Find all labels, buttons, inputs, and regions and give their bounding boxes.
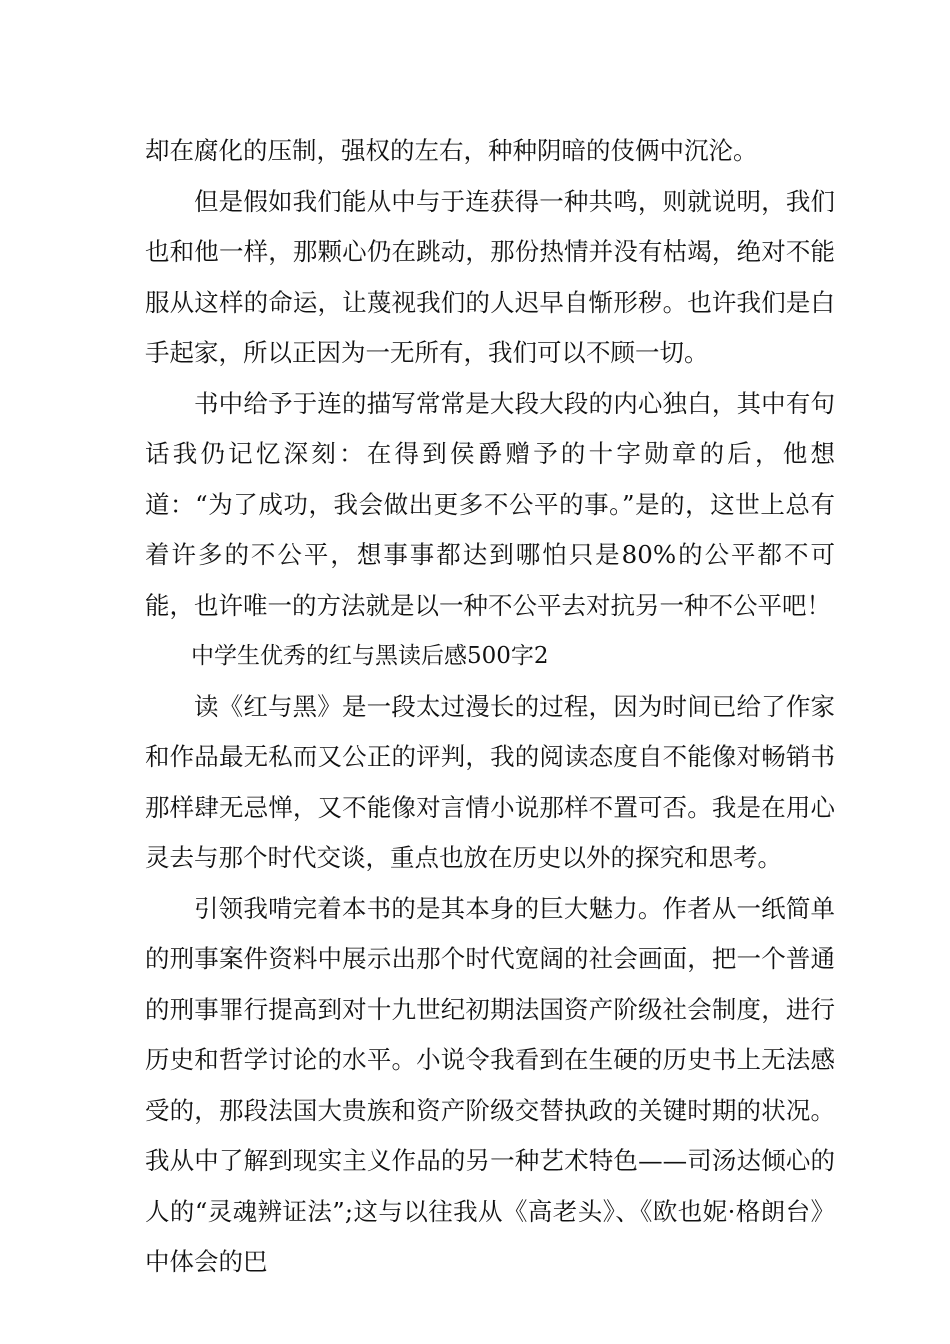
paragraph-3: 书中给予于连的描写常常是大段大段的内心独白，其中有句话我仍记忆深刻：在得到侯爵赠予的十字勋章的后，他想道：“为了成功，我会做出更多不公平的事。”是的，这世上总有着许多的不公平，想事事都达到哪怕只是80%的公平都不可能，也许唯一的方法就是以一种不公平去对抗另一种不公平吧！ bbox=[145, 388, 835, 620]
paragraph-2: 但是假如我们能从中与于连获得一种共鸣，则就说明，我们也和他一样，那颗心仍在跳动，那份热情并没有枯竭，绝对不能服从这样的命运，让蔑视我们的人迟早自惭形秽。也许我们是白手起家，所以正因为一无所有，我们可以不顾一切。 bbox=[145, 186, 835, 367]
paragraph-5: 引领我啃完着本书的是其本身的巨大魅力。作者从一纸简单的刑事案件资料中展示出那个时代宽阔的社会画面，把一个普通的刑事罪行提高到对十九世纪初期法国资产阶级社会制度，进行历史和哲学讨论的水平。小说令我看到在生硬的历史书上无法感受的，那段法国大贵族和资产阶级交替执政的关键时期的状况。我从中了解到现实主义作品的另一种艺术特色——司汤达倾心的人的“灵魂辨证法”;这与以往我从《高老头》、《欧也妮·格朗台》中体会的巴 bbox=[145, 893, 835, 1276]
document-body bbox=[145, 126, 835, 1288]
paragraph-1: 却在腐化的压制，强权的左右，种种阴暗的伎俩中沉沦。 bbox=[145, 136, 758, 165]
section-heading: 中学生优秀的红与黑读后感500字2 bbox=[191, 643, 549, 669]
paragraph-4: 读《红与黑》是一段太过漫长的过程，因为时间已给了作家和作品最无私而又公正的评判，我的阅读态度自不能像对畅销书那样肆无忌惮，又不能像对言情小说那样不置可否。我是在用心灵去与那个时代交谈，重点也放在历史以外的探究和思考。 bbox=[145, 691, 835, 872]
